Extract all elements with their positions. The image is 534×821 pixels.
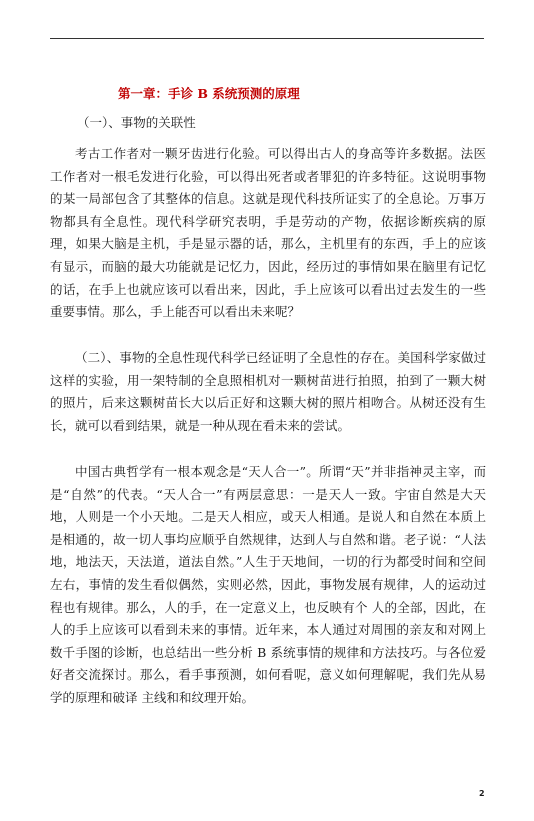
chapter-title: 第一章：手诊 B 系统预测的原理 xyxy=(118,86,300,101)
section-heading: （一）、事物的关联性 xyxy=(77,115,196,130)
page-number: 2 xyxy=(479,789,485,798)
header-rule xyxy=(50,38,484,39)
paragraph-1: 考古工作者对一颗牙齿进行化验。可以得出古人的身高等许多数据。法医工作者对一根毛发进行化验，可以得出死者或者罪犯的许多特征。这说明事物的某一局部包含了其整体的信息。这就是现代科技所证实了的全息论。万事万物都具有全息性。现代科学研究表明，手是劳动的产物，依据诊断疾病的原理，如果大脑是主机，手是显示器的话，那么，主机里有的东西，手上的应该有显示，而脑的最大功能就是记忆力，因此，经历过的事情如果在脑里有记忆的话，在手上也就应该可以看出来，因此，手上应该可以看出过去发生的一些重要事情。那么，手上能否可以看出未来呢？ xyxy=(50,146,486,320)
paragraph-2: （二）、事物的全息性现代科学已经证明了全息性的存在。美国科学家做过这样的实验，用一架特制的全息照相机对一颗树苗进行拍照，拍到了一颗大树的照片，后来这颗树苗长大以后正好和这颗大树的照片相吻合。从树还没有生长，就可以看到结果，就是一种从现在看未来的尝试。 xyxy=(50,350,486,433)
paragraph-3: 中国古典哲学有一根本观念是“天人合一”。所谓“天”并非指神灵主宰，而是“自然”的代表。“天人合一”有两层意思：一是天人一致。宇宙自然是大天地，人则是一个小天地。二是天人相应，或天人相通。是说人和自然在本质上是相通的，故一切人事均应顺乎自然规律，达到人与自然和谐。老子说：“人法地，地法天，天法道，道法自然。”人生于天地间，一切的行为都受时间和空间左右，事情的发生看似偶然，实则必然，因此，事物发展有规律，人的运动过程也有规律。那么，人的手，在一定意义上，也反映有个 人的全部，因此，在人的手上应该可以看到未来的事情。近年来，本人通过对周围的亲友和对网上数千手图的诊断，也总结出一些分析 B 系统事情的规律和方法技巧。与各位爱好者交流探讨。那么，看手事预测，如何看呢，意义如何理解呢，我们先从易学的原理和破译 主线和和纹理开始。 xyxy=(50,464,486,705)
